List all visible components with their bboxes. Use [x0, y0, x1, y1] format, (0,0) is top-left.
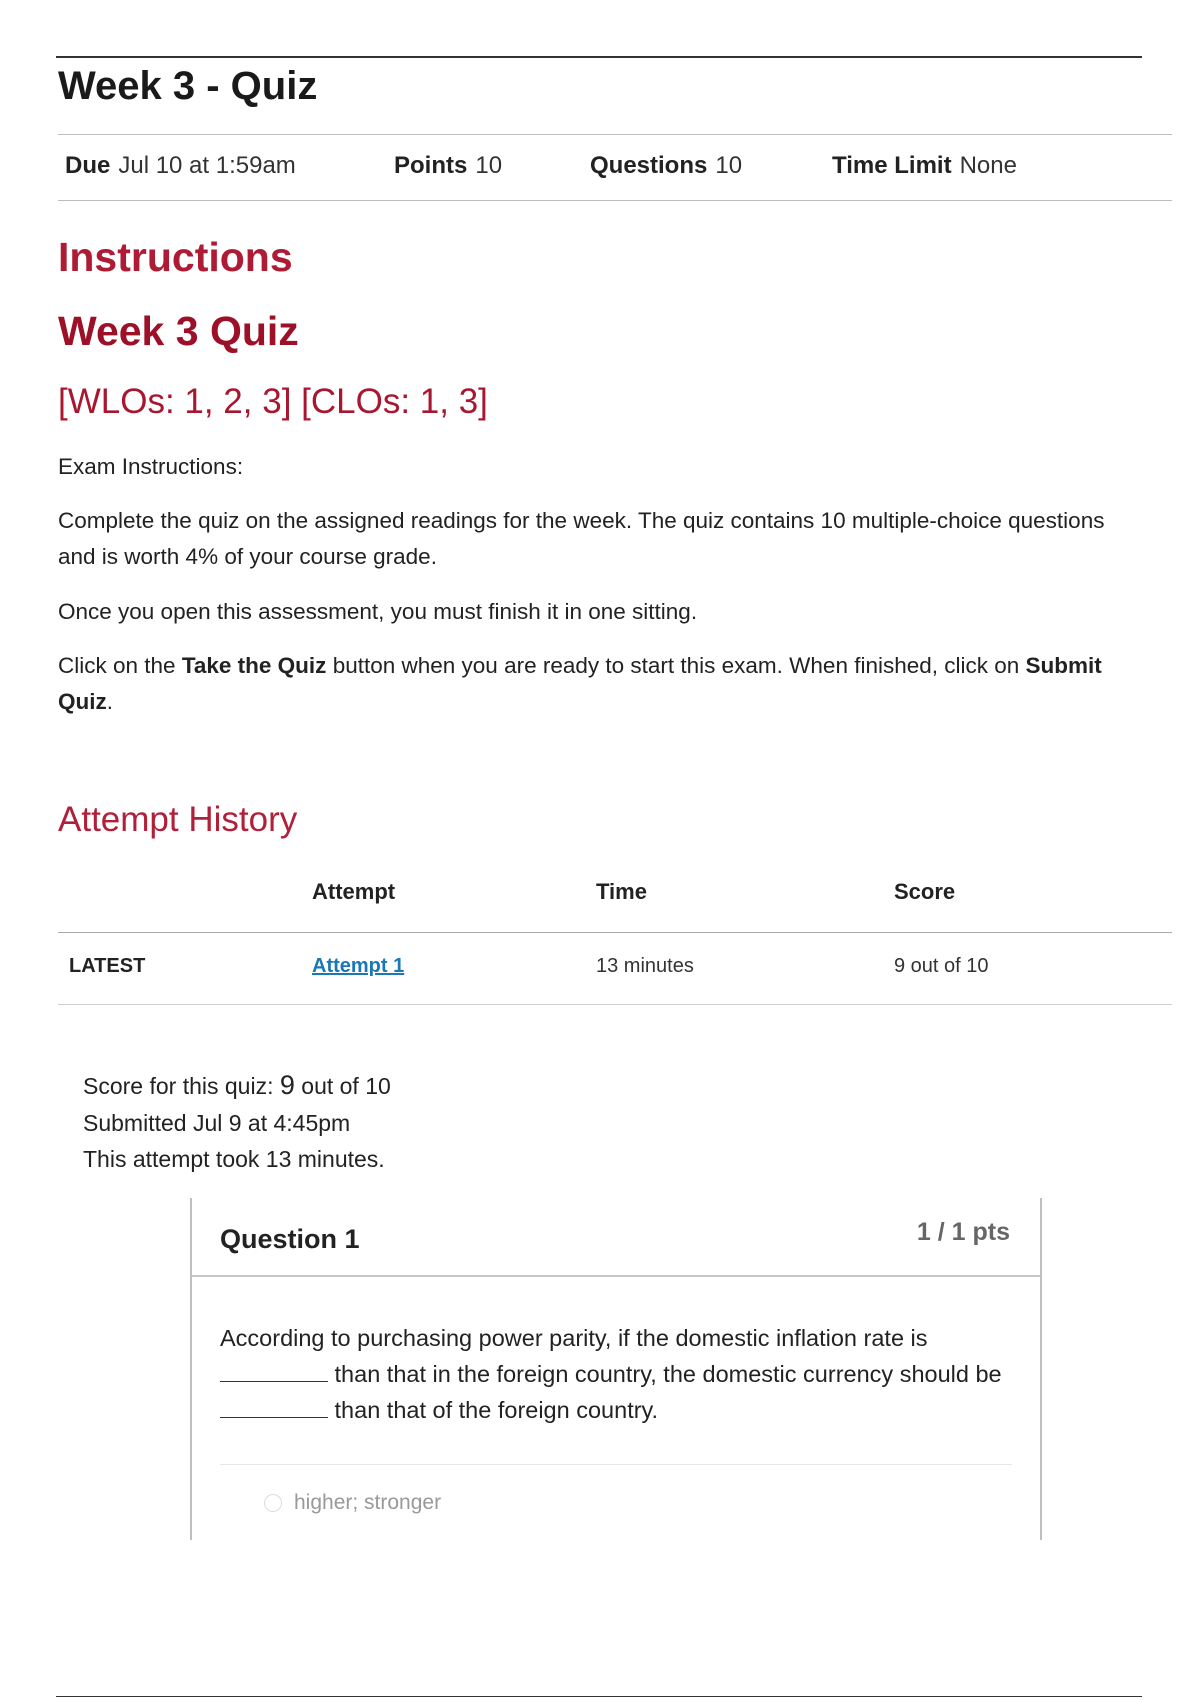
question-text-part: According to purchasing power parity, if the domestic inflation rate is	[220, 1325, 928, 1351]
attempt-history-heading: Attempt History	[58, 800, 298, 839]
answer-divider	[220, 1464, 1012, 1465]
question-title: Question 1	[220, 1224, 360, 1254]
score-suffix: out of 10	[294, 1073, 391, 1099]
latest-label: LATEST	[69, 955, 146, 977]
header-divider	[58, 134, 1172, 135]
table-cell-attempt	[312, 955, 404, 978]
column-header-attempt: Attempt	[312, 879, 396, 904]
score-prefix: Score for this quiz:	[83, 1073, 280, 1099]
score-value: 9	[279, 1070, 295, 1100]
quiz-subheading: Week 3 Quiz	[58, 308, 299, 354]
time-limit	[832, 152, 1017, 180]
questions-count	[590, 152, 742, 180]
submitted-date: Submitted Jul 9 at 4:45pm	[83, 1110, 351, 1136]
learning-objectives: [WLOs: 1, 2, 3] [CLOs: 1, 3]	[58, 382, 488, 421]
question-text-part: than that of the foreign country.	[328, 1397, 659, 1423]
instructions-paragraph	[58, 648, 1118, 720]
question-card	[190, 1198, 1042, 1540]
points-value: 10	[475, 152, 503, 179]
instructions-text: .	[106, 689, 114, 714]
answer-blank	[220, 1361, 328, 1382]
instructions-text: Click on the	[58, 653, 182, 678]
due-label: Due	[65, 152, 111, 179]
meta-divider	[58, 200, 1172, 201]
questions-label: Questions	[590, 152, 708, 179]
column-header-time: Time	[596, 879, 647, 904]
instructions-text: button when you are ready to start this exam. When finished, click on	[326, 653, 1026, 678]
attempt-duration: This attempt took 13 minutes.	[83, 1146, 385, 1172]
table-row-divider	[58, 1004, 1172, 1005]
submit-quiz-reference: Submit Quiz	[58, 653, 1102, 714]
column-header-score: Score	[894, 879, 956, 904]
answer-label: higher; stronger	[294, 1491, 442, 1514]
bottom-rule	[56, 1696, 1142, 1697]
radio-button[interactable]	[264, 1494, 282, 1512]
table-cell-score: 9 out of 10	[894, 955, 989, 977]
instructions-paragraph: Complete the quiz on the assigned readings for the week. The quiz contains 10 multiple-choice questions and is worth 4% of your course grade.	[58, 508, 1105, 569]
page-title: Week 3 - Quiz	[58, 64, 318, 108]
take-quiz-reference: Take the Quiz	[181, 653, 327, 678]
instructions-heading: Instructions	[58, 234, 293, 280]
points-label: Points	[394, 152, 468, 179]
question-points: 1 / 1 pts	[916, 1218, 1010, 1246]
question-header	[192, 1198, 1040, 1277]
time-limit-value: None	[959, 152, 1017, 179]
top-rule	[56, 56, 1142, 58]
questions-value: 10	[715, 152, 743, 179]
points	[394, 152, 502, 180]
question-text	[220, 1320, 1010, 1428]
instructions-paragraph: Once you open this assessment, you must finish it in one sitting.	[58, 599, 698, 624]
answer-option[interactable]	[264, 1491, 441, 1515]
question-text-part: than that in the foreign country, the domestic currency should be	[328, 1361, 1002, 1387]
quiz-score	[83, 1070, 391, 1101]
due-value: Jul 10 at 1:59am	[118, 152, 296, 179]
time-limit-label: Time Limit	[832, 152, 952, 179]
table-cell-time: 13 minutes	[596, 955, 694, 977]
answer-blank	[220, 1397, 328, 1418]
attempt-1-link[interactable]: Attempt 1	[312, 955, 405, 977]
table-header-divider	[58, 932, 1172, 933]
due-date	[65, 152, 296, 180]
exam-instructions-label: Exam Instructions:	[58, 454, 244, 479]
